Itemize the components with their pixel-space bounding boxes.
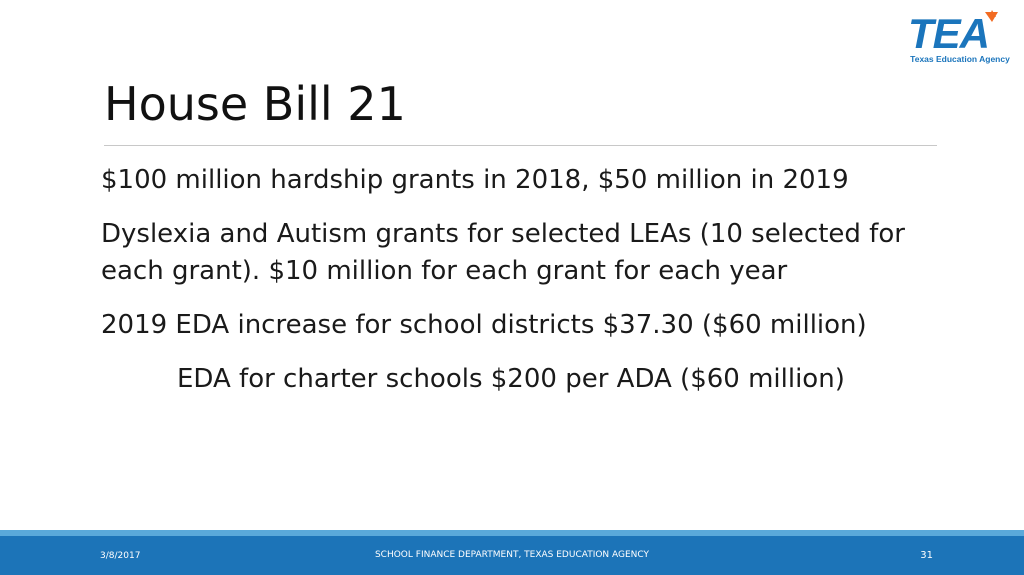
bullet-item: Dyslexia and Autism grants for selected LEAs (10 selected for each grant). $10 million for each grant for each year (101, 219, 905, 286)
bullet-item: 2019 EDA increase for school districts $37.30 ($60 million) (101, 310, 867, 340)
footer-date: 3/8/2017 (100, 551, 141, 561)
bullet-item: $100 million hardship grants in 2018, $50 million in 2019 (101, 165, 849, 195)
slide-number: 31 (920, 550, 933, 561)
footer-bar (0, 536, 1024, 575)
bullet-item-indented: EDA for charter schools $200 per ADA ($60 million) (177, 364, 845, 394)
title-divider (104, 145, 937, 146)
tea-logo-subtitle: Texas Education Agency (910, 54, 1010, 64)
tea-wordmark: TEA (908, 10, 989, 54)
bullet-list (101, 162, 931, 415)
tea-logo-mark (906, 8, 1014, 54)
footer-organization: SCHOOL FINANCE DEPARTMENT, TEXAS EDUCATION AGENCY (374, 550, 650, 560)
tea-logo (906, 8, 1014, 68)
slide-title: House Bill 21 (104, 77, 406, 131)
